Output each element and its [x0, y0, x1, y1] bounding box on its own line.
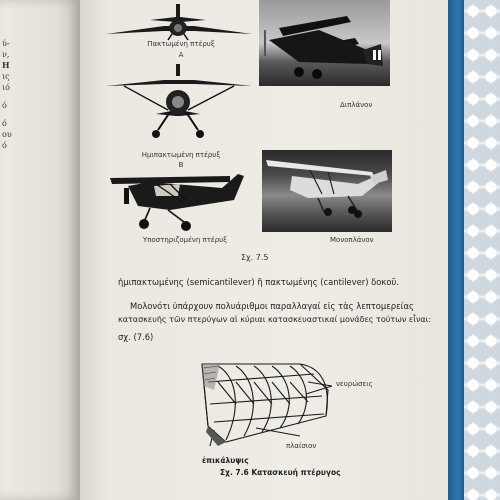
strut-braced-wing-plane-drawing — [110, 164, 254, 236]
left-page-fragment: Η — [2, 60, 10, 70]
left-page-fragment: ν, — [2, 50, 10, 59]
body-text-line: κατασκευῆς τῶν πτερύγων αἱ κύριαι κατασκευαστικαί μονάδες τούτων εἶναι: — [118, 315, 432, 324]
lace-tablecloth — [464, 0, 500, 500]
semicantilever-wing-plane-drawing — [104, 64, 254, 144]
caption-letter-a: A — [178, 51, 184, 59]
label-covering: ἐπικάλυψις — [202, 456, 249, 465]
left-page — [0, 0, 80, 500]
body-text-line: ἡμιπακτωμένης (semicantilever) ἢ πακτωμένης (cantilever) δοκοῦ. — [118, 277, 399, 287]
biplane-photo — [259, 0, 390, 86]
caption-biplane: Διπλάνον — [340, 101, 373, 109]
left-page-fragment: ου — [2, 130, 12, 139]
caption-strut-braced: Υποστηριζομένη πτέρυξ — [142, 236, 228, 244]
left-page-fragment: ό — [2, 101, 7, 110]
left-page-fragment: ό — [2, 141, 7, 150]
left-page-fragment: ό — [2, 119, 7, 128]
label-frame: πλαίσιον — [286, 442, 317, 450]
body-text-line: Μολονότι ὑπάρχουν πολυάριθμοι παραλλαγαί εἰς τὰς λεπτομερείας — [130, 301, 414, 311]
cantilever-wing-plane-drawing — [104, 4, 254, 42]
figure-7-6-caption: Σχ. 7.6 Κατασκευή πτέρυγος — [220, 468, 341, 477]
body-text-line: σχ. (7.6) — [118, 332, 154, 342]
left-page-fragment: ιό — [2, 83, 10, 92]
caption-cantilever: Πακτωμένη πτέρυξ — [147, 40, 215, 48]
caption-letter-b: B — [178, 161, 184, 169]
caption-monoplane: Μονοπλάνον — [330, 236, 374, 244]
left-page-fragment: ις — [2, 72, 10, 81]
figure-7-5-number: Σχ. 7.5 — [241, 253, 269, 262]
label-ribs: νευρώσεις — [336, 380, 373, 388]
left-page-fragment: ύ- — [2, 39, 10, 48]
caption-semicantilever: Ημιπακτωμένη πτέρυξ — [141, 151, 221, 159]
monoplane-photo — [262, 150, 392, 232]
